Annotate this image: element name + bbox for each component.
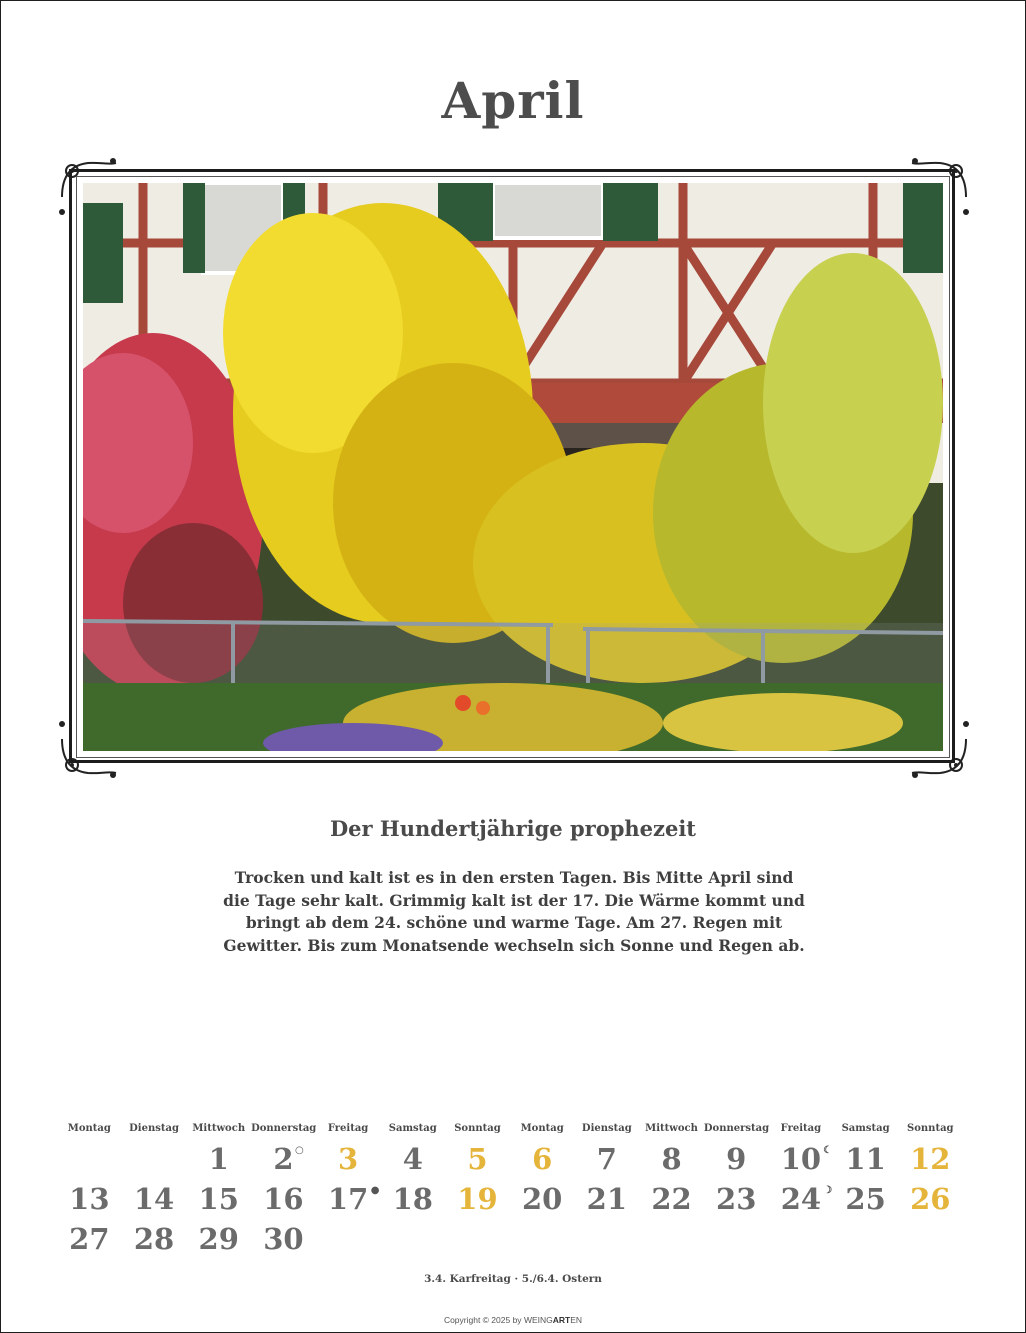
day-number: 19 xyxy=(457,1182,498,1216)
calendar-day xyxy=(122,1184,187,1214)
prophecy-line: Gewitter. Bis zum Monatsende wechseln sich Sonne und Regen ab. xyxy=(223,935,805,955)
calendar-day xyxy=(769,1144,834,1174)
day-number: 24 xyxy=(780,1182,822,1216)
weekday-label: Donnerstag xyxy=(703,1123,770,1134)
weekday-label: Dienstag xyxy=(129,1123,179,1134)
calendar-day xyxy=(639,1184,704,1214)
day-number: 6 xyxy=(532,1142,553,1176)
weekday-label: Montag xyxy=(67,1123,111,1134)
day-number: 22 xyxy=(651,1182,692,1216)
prophecy-text xyxy=(221,867,807,957)
weekday-label: Freitag xyxy=(327,1123,369,1134)
calendar-day xyxy=(316,1184,381,1214)
calendar-weeks xyxy=(57,1144,977,1254)
day-number: 29 xyxy=(198,1222,239,1256)
day-number: 5 xyxy=(467,1142,488,1176)
calendar-day xyxy=(251,1144,316,1174)
calendar-day xyxy=(186,1144,251,1174)
calendar-day xyxy=(833,1184,898,1214)
weekday-header xyxy=(57,1123,977,1134)
weekday-label: Freitag xyxy=(780,1123,822,1134)
day-number: 23 xyxy=(716,1182,757,1216)
weekday-label: Montag xyxy=(520,1123,564,1134)
calendar-week-row xyxy=(57,1144,977,1174)
day-number: 4 xyxy=(402,1142,423,1176)
day-number: 16 xyxy=(263,1182,304,1216)
calendar-day xyxy=(898,1144,963,1174)
calendar-day xyxy=(57,1224,122,1254)
day-number: 7 xyxy=(596,1142,617,1176)
calendar-day xyxy=(122,1224,187,1254)
prophecy-line: bringt ab dem 24. schöne und warme Tage. Am 27. Regen mit xyxy=(245,913,783,932)
day-number: 17 xyxy=(327,1182,369,1216)
day-number: 20 xyxy=(521,1182,563,1216)
calendar-day xyxy=(251,1224,316,1254)
calendar-day xyxy=(316,1144,381,1174)
day-number: 9 xyxy=(726,1142,747,1176)
day-number: 25 xyxy=(845,1182,886,1216)
month-title: April xyxy=(441,71,585,130)
day-number: 30 xyxy=(263,1222,304,1256)
calendar-day xyxy=(186,1184,251,1214)
day-number: 27 xyxy=(69,1222,110,1256)
calendar-week-row xyxy=(57,1224,977,1254)
calendar-week-row xyxy=(57,1184,977,1214)
calendar-day xyxy=(704,1184,769,1214)
calendar-day xyxy=(380,1184,445,1214)
weekday-label: Samstag xyxy=(841,1123,890,1134)
weekday-label: Sonntag xyxy=(454,1123,501,1134)
brand-logo xyxy=(524,1315,582,1325)
day-number: 13 xyxy=(69,1182,110,1216)
day-number: 10 xyxy=(780,1142,822,1176)
weekday-label: Dienstag xyxy=(581,1123,632,1134)
calendar-day xyxy=(251,1184,316,1214)
moon-phase-icon: ● xyxy=(370,1185,380,1196)
weekday-label: Mittwoch xyxy=(645,1123,698,1134)
day-number: 14 xyxy=(133,1182,175,1216)
garden-photo xyxy=(83,183,943,751)
day-number: 26 xyxy=(910,1182,951,1216)
brand-part-a: WEING xyxy=(523,1315,553,1325)
calendar-day xyxy=(57,1184,122,1214)
calendar-day xyxy=(380,1144,445,1174)
brand-part-b: ART xyxy=(552,1315,571,1325)
prophecy-heading: Der Hundertjährige prophezeit xyxy=(329,816,697,841)
calendar-day xyxy=(186,1224,251,1254)
moon-phase-icon: ○ xyxy=(295,1145,304,1156)
holiday-footnote: 3.4. Karfreitag · 5./6.4. Ostern xyxy=(424,1273,602,1285)
day-number: 12 xyxy=(910,1142,951,1176)
copyright xyxy=(1,1315,1025,1325)
calendar-day xyxy=(510,1144,575,1174)
calendar-day xyxy=(833,1144,898,1174)
day-number: 1 xyxy=(208,1142,229,1176)
day-number: 28 xyxy=(133,1222,175,1256)
copyright-text: Copyright © 2025 by xyxy=(443,1315,522,1325)
day-number: 3 xyxy=(338,1142,359,1176)
calendar-day-empty xyxy=(122,1144,187,1174)
day-number: 11 xyxy=(845,1142,886,1176)
calendar-day xyxy=(575,1144,640,1174)
weekday-label: Mittwoch xyxy=(192,1123,246,1134)
day-number: 2 xyxy=(273,1142,294,1176)
calendar-day-empty xyxy=(57,1144,122,1174)
prophecy-line: die Tage sehr kalt. Grimmig kalt ist der 17. Die Wärme kommt und xyxy=(223,890,805,910)
calendar-day xyxy=(575,1184,640,1214)
moon-phase-icon: ☽ xyxy=(823,1185,833,1196)
calendar-day xyxy=(445,1184,510,1214)
day-number: 21 xyxy=(586,1182,628,1216)
calendar-day xyxy=(639,1144,704,1174)
brand-part-c: EN xyxy=(570,1315,583,1325)
calendar-grid xyxy=(57,1123,977,1254)
calendar-day xyxy=(898,1184,963,1214)
weekday-label: Sonntag xyxy=(907,1123,954,1134)
calendar-day xyxy=(445,1144,510,1174)
day-number: 18 xyxy=(392,1182,433,1216)
prophecy-line: Trocken und kalt ist es in den ersten Tagen. Bis Mitte April sind xyxy=(234,868,794,887)
day-number: 8 xyxy=(661,1142,682,1176)
moon-phase-icon: ☾ xyxy=(823,1145,833,1156)
calendar-day xyxy=(704,1144,769,1174)
weekday-label: Samstag xyxy=(388,1123,437,1134)
day-number: 15 xyxy=(198,1182,239,1216)
calendar-day xyxy=(769,1184,834,1214)
calendar-day xyxy=(510,1184,575,1214)
weekday-label: Donnerstag xyxy=(251,1123,317,1134)
